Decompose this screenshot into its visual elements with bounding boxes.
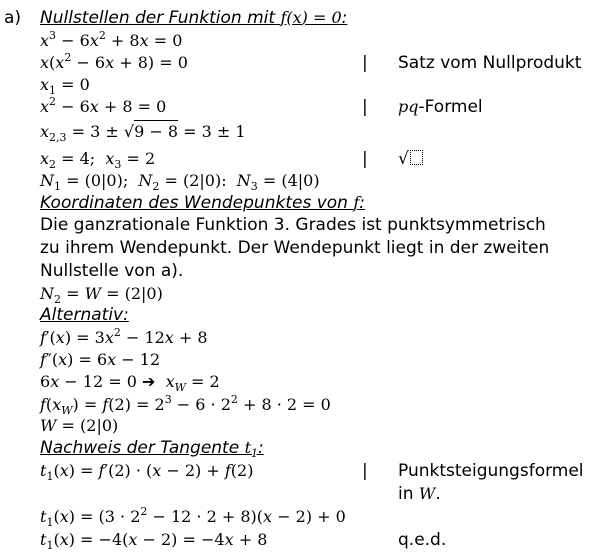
equation-cubic: $x^3 - 6x^2 + 8x = 0$: [40, 29, 183, 50]
part-label: a): [4, 8, 22, 28]
equation-first-derivative: $f'(x) = 3x^2 - 12x + 8$: [40, 326, 208, 347]
heading-inflection: Koordinaten des Wendepunktes von f:: [40, 193, 366, 213]
equation-tangent-formula: $t_1(x) = f'(2) \cdot (x - 2) + f(2)$: [40, 461, 254, 483]
heading-alternative: Alternativ:: [40, 305, 129, 325]
equation-factored: $x(x^2 - 6x + 8) = 0$: [40, 51, 188, 72]
paragraph-line: Nullstelle von a).: [40, 261, 184, 281]
heading-zeros: Nullstellen der Funktion mit f(x) = 0:: [40, 8, 348, 28]
equation-xw: 6x − 12 = 0 ➔ $x_W = 2$: [40, 372, 220, 394]
note-nullprodukt: Satz vom Nullprodukt: [398, 53, 582, 73]
note-in-w: in W.: [398, 484, 441, 504]
note-pq-formel: pq-Formel: [398, 97, 483, 117]
paragraph-line: zu ihrem Wendepunkt. Der Wendepunkt liegt in der zweiten: [40, 238, 550, 258]
inflection-result: $N_2 = W = (2|0)$: [40, 284, 163, 306]
equation-x1: $x_1 = 0$: [40, 75, 90, 97]
sqrt-placeholder-icon: √: [398, 148, 423, 170]
note-punktsteigungsformel: Punktsteigungsformel: [398, 461, 584, 481]
equation-second-derivative: f″(x) = 6x − 12: [40, 350, 161, 369]
note-qed: q.e.d.: [398, 530, 447, 550]
paragraph-line: Die ganzrationale Funktion 3. Grades ist punktsymmetrisch: [40, 215, 546, 235]
equation-tangent-substituted: $t_1(x) = (3 \cdot 2^2 - 12 \cdot 2 + 8)(x - 2) + 0$: [40, 505, 346, 529]
equation-pq: $x_{2,3} = 3 \pm √9 - 8 = 3 \pm 1$: [40, 122, 246, 144]
zeros-points: $N_1 = (0|0)$; $N_2 = (2|0)$: $N_3 = (4|0)$: [40, 171, 320, 193]
equation-f-xw: $f(x_W) = f(2) = 2^3 - 6 \cdot 2^2 + 8 \cdot 2 = 0$: [40, 393, 331, 417]
inflection-point: W = (2|0): [40, 416, 119, 435]
separator-pipe: |: [362, 461, 368, 481]
equation-x2-x3: $x_2 = 4$; $x_3 = 2$: [40, 149, 156, 171]
heading-tangent: Nachweis der Tangente $t_1$:: [40, 438, 264, 460]
separator-pipe: |: [362, 149, 368, 169]
equation-quadratic: $x^2 - 6x + 8 = 0$: [40, 95, 167, 116]
arrow-right-icon: ➔: [142, 372, 156, 391]
separator-pipe: |: [362, 53, 368, 73]
separator-pipe: |: [362, 97, 368, 117]
equation-tangent-result: $t_1(x) = -4(x - 2) = -4x + 8$: [40, 530, 268, 552]
